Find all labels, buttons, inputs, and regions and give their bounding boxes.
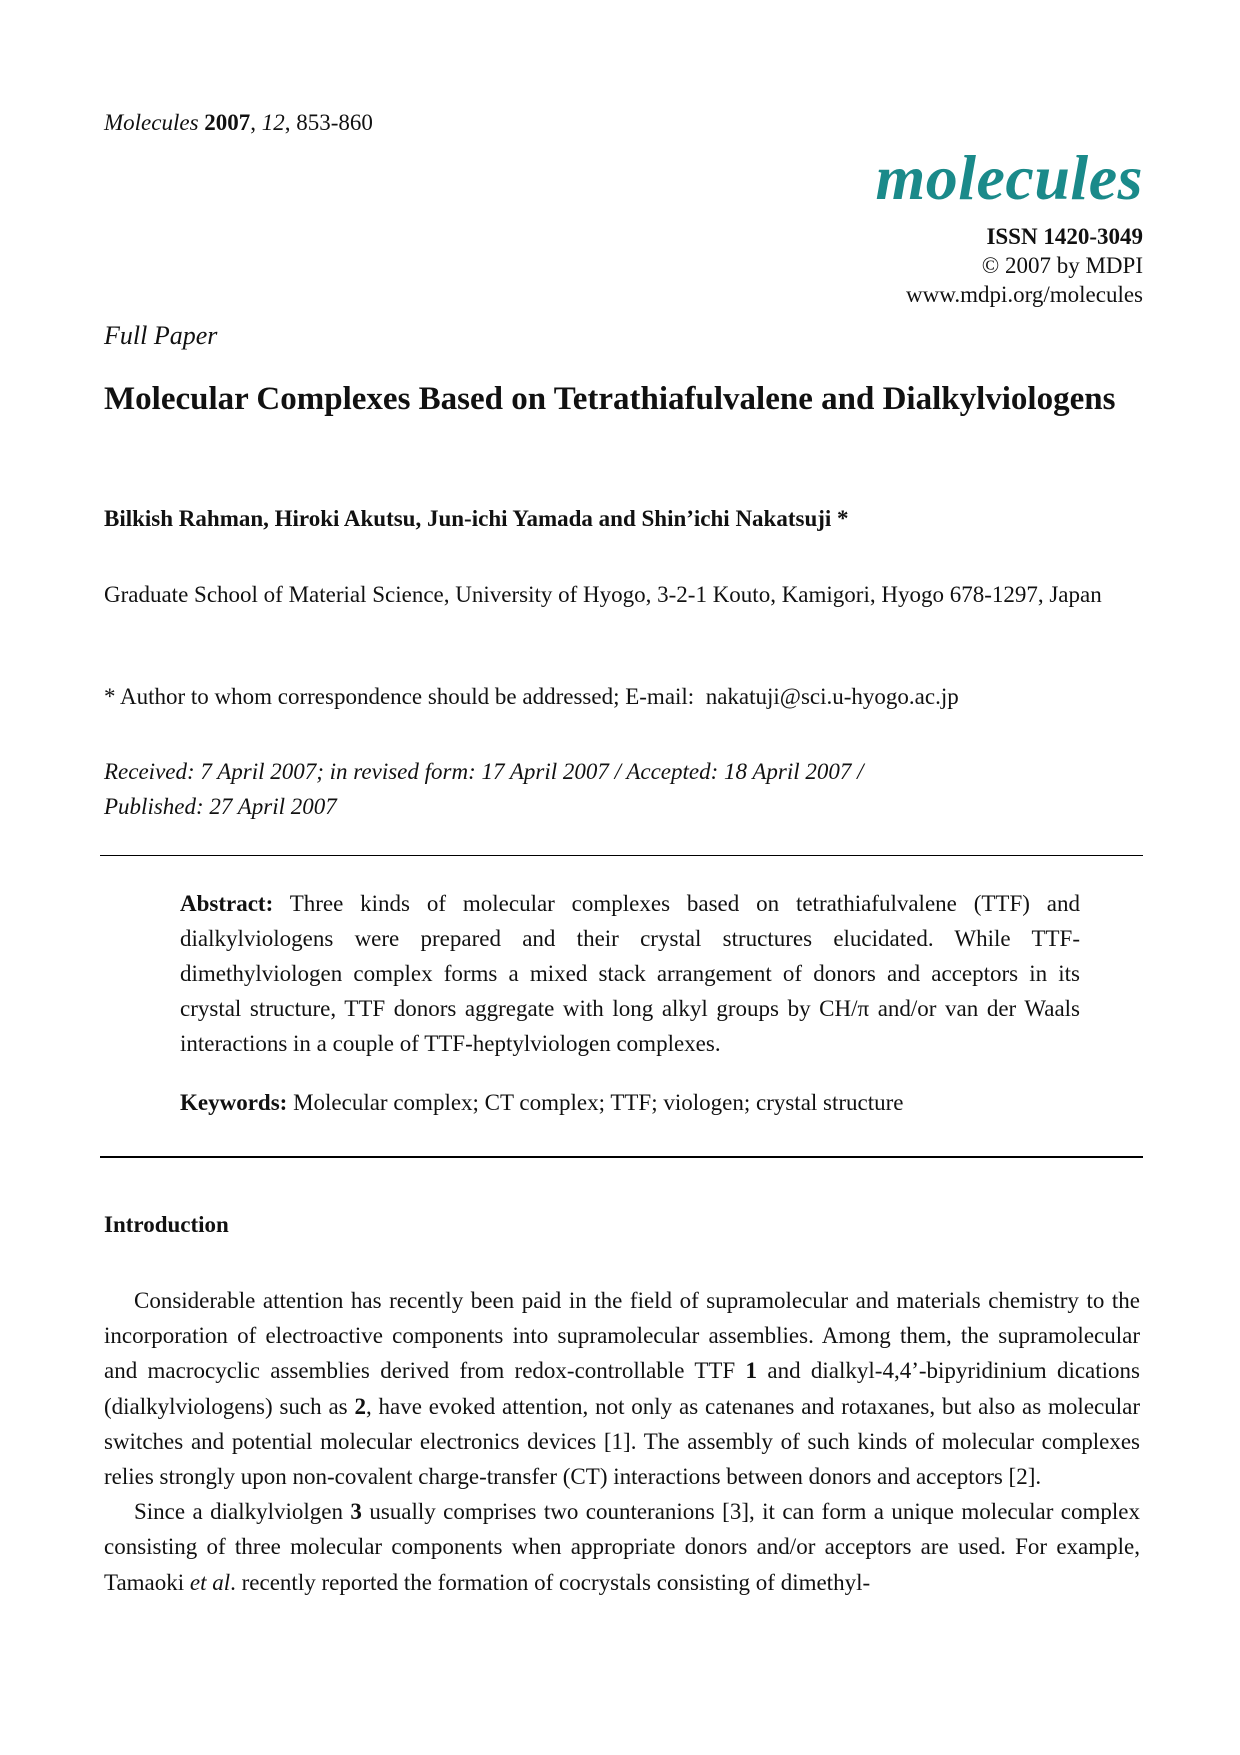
authors: Bilkish Rahman, Hiroki Akutsu, Jun-ichi Yamada and Shin’ichi Nakatsuji * <box>104 506 849 531</box>
abstract <box>180 886 1080 1061</box>
divider-top <box>100 855 1143 856</box>
paper-type: Full Paper <box>104 321 218 350</box>
paper-title: Molecular Complexes Based on Tetrathiafulvalene and Dialkylviologens <box>104 381 1116 417</box>
section-heading-introduction: Introduction <box>104 1212 229 1237</box>
journal-info <box>875 142 1143 309</box>
keywords-text: Molecular complex; CT complex; TTF; viologen; crystal structure <box>293 1090 904 1115</box>
journal-citation: Molecules 2007, 12, 853-860 <box>104 110 373 135</box>
introduction-body <box>104 1283 1140 1600</box>
journal-url[interactable]: www.mdpi.org/molecules <box>906 282 1143 307</box>
issn: ISSN 1420-3049 <box>986 224 1143 249</box>
divider-bottom <box>100 1156 1143 1158</box>
journal-logo: molecules <box>875 142 1143 213</box>
keywords <box>180 1090 1080 1116</box>
abstract-text: Three kinds of molecular complexes based on tetrathiafulvalene (TTF) and dialkylviologens were prepared and their crystal structures elucidated. While TTF-dimethylviologen complex forms a mixed stack arrangement of donors and acceptors in its crystal structure, TTF donors aggregate with long alkyl groups by CH/π and/or van der Waals interactions in a couple of TTF-heptylviologen complexes. <box>180 891 1080 1056</box>
copyright: © 2007 by MDPI <box>981 253 1143 278</box>
abstract-label: Abstract: <box>180 891 274 916</box>
email-link[interactable]: nakatuji@sci.u-hyogo.ac.jp <box>705 684 959 709</box>
keywords-label: Keywords: <box>180 1090 288 1115</box>
paragraph: Since a dialkylviolgen 3 usually comprises two counteranions [3], it can form a unique molecular complex consisting of three molecular components when appropriate donors and/or acceptors are used. For example, Tamaoki et al. recently reported the formation of cocrystals consisting of dimethyl- <box>104 1499 1140 1595</box>
paragraph: Considerable attention has recently been paid in the field of supramolecular and materials chemistry to the incorporation of electroactive components into supramolecular assemblies. Among them, the supramolecular and macrocyclic assemblies derived from redox-controllable TTF 1 and dialkyl-4,4’-bipyridinium dications (dialkylviologens) such as 2, have evoked attention, not only as catenanes and rotaxanes, but also as molecular switches and potential molecular electronics devices [1]. The assembly of such kinds of molecular complexes relies strongly upon non-covalent charge-transfer (CT) interactions between donors and acceptors [2]. <box>104 1288 1140 1490</box>
publication-dates: Received: 7 April 2007; in revised form: 17 April 2007 / Accepted: 18 April 2007 / Published: 27 April 2007 <box>104 759 864 819</box>
affiliation: Graduate School of Material Science, University of Hyogo, 3-2-1 Kouto, Kamigori, Hyogo 678-1297, Japan <box>104 582 1102 607</box>
correspondence: * Author to whom correspondence should be addressed; E-mail: nakatuji@sci.u-hyogo.ac.jp <box>104 684 959 709</box>
